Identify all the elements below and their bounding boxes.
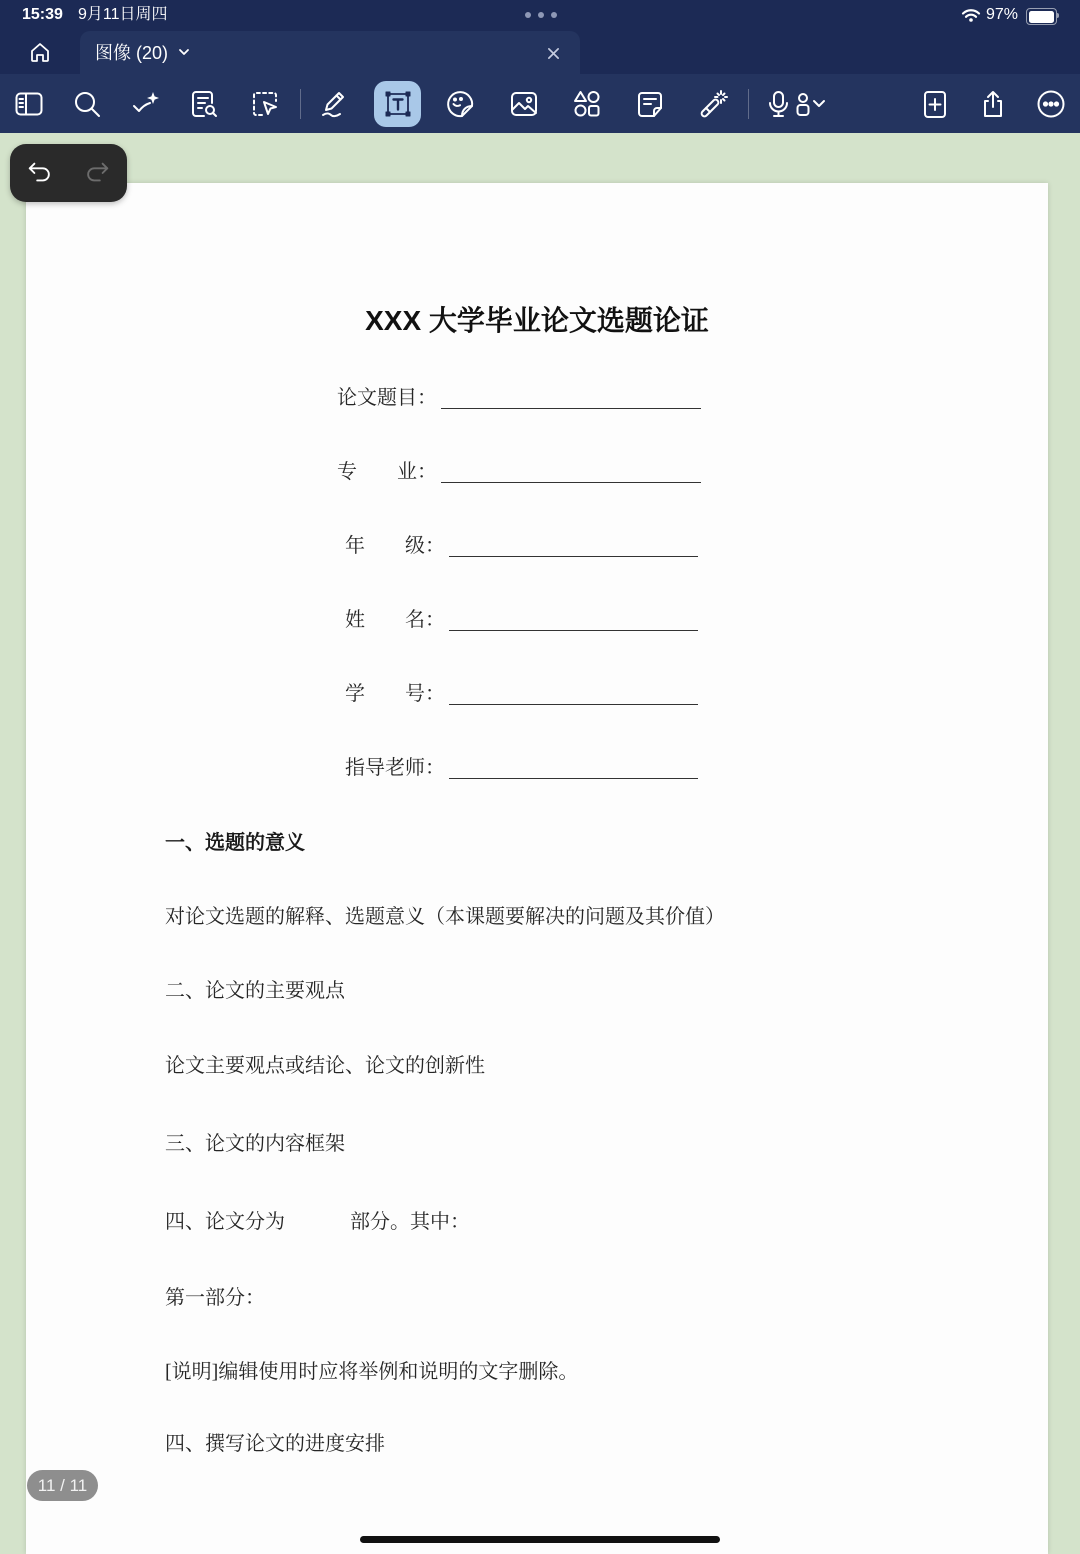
lasso-tool-button[interactable] <box>245 84 285 124</box>
section-heading: 一、选题的意义 <box>165 832 305 854</box>
section-text: 对论文选题的解释、选题意义（本课题要解决的问题及其价值） <box>165 906 725 928</box>
ai-sparkle-icon <box>131 89 161 119</box>
record-audio-button[interactable] <box>764 84 834 124</box>
form-field-label: 年 级： <box>345 535 445 557</box>
multitasking-dots-icon[interactable] <box>525 12 557 19</box>
section-heading: 二、论文的主要观点 <box>165 980 345 1002</box>
document-search-icon <box>189 89 219 119</box>
section-heading-continuation: 部分。其中： <box>350 1211 470 1233</box>
more-icon <box>1036 89 1066 119</box>
sticker-icon[interactable] <box>440 84 480 124</box>
home-icon <box>28 40 52 69</box>
person-badge-icon <box>794 89 812 119</box>
undo-button[interactable] <box>25 158 55 188</box>
lasso-select-icon <box>250 89 280 119</box>
laser-pointer-icon[interactable] <box>693 84 733 124</box>
form-field-blank-line <box>441 482 701 483</box>
ai-assist-button[interactable] <box>126 84 166 124</box>
search-button[interactable] <box>67 84 107 124</box>
document-tab[interactable] <box>80 31 580 74</box>
document-page[interactable] <box>26 183 1048 1554</box>
image-icon[interactable] <box>504 84 544 124</box>
add-page-button[interactable] <box>915 84 955 124</box>
form-field-label: 专 业： <box>337 461 437 483</box>
top-bar <box>0 0 1080 74</box>
form-field-blank-line <box>449 630 698 631</box>
battery-nub <box>1057 13 1059 18</box>
add-page-icon <box>920 89 950 119</box>
undo-icon <box>26 159 54 187</box>
toolbar-divider <box>300 89 301 119</box>
status-date: 9月11日周四 <box>78 6 168 23</box>
form-field-blank-line <box>449 556 698 557</box>
section-heading: 四、论文分为 <box>165 1211 285 1233</box>
more-button[interactable] <box>1031 84 1071 124</box>
undo-redo-panel <box>10 144 127 202</box>
wifi-icon <box>961 7 981 23</box>
battery-icon <box>1026 8 1057 25</box>
shapes-icon[interactable] <box>567 84 607 124</box>
microphone-icon <box>764 89 794 119</box>
document-title: XXX 大学毕业论文选题论证 <box>365 305 709 336</box>
chevron-down-icon[interactable] <box>177 45 191 59</box>
toolbar-divider <box>748 89 749 119</box>
status-time: 15:39 <box>22 6 63 23</box>
form-field-label: 学 号： <box>345 683 445 705</box>
pen-icon[interactable] <box>314 84 354 124</box>
form-field-blank-line <box>441 408 701 409</box>
battery-fill <box>1029 11 1054 23</box>
home-button[interactable] <box>27 41 53 67</box>
close-icon <box>547 47 560 60</box>
text-tool-icon[interactable] <box>374 81 421 127</box>
section-heading: 三、论文的内容框架 <box>165 1133 345 1155</box>
page-indicator[interactable]: 11 / 11 <box>27 1470 98 1501</box>
redo-icon <box>83 159 111 187</box>
battery-percentage: 97% <box>986 6 1019 23</box>
form-field-blank-line <box>449 704 698 705</box>
home-indicator[interactable] <box>360 1536 720 1543</box>
sticky-note-icon[interactable] <box>630 84 670 124</box>
tab-title: 图像 (20) <box>95 43 169 63</box>
form-field-label: 论文题目： <box>337 387 437 409</box>
redo-button[interactable] <box>82 158 112 188</box>
share-icon <box>978 89 1008 119</box>
tab-close-button[interactable] <box>544 44 562 62</box>
section-note: [说明]编辑使用时应将举例和说明的文字删除。 <box>165 1361 579 1383</box>
section-text: 第一部分： <box>165 1287 265 1309</box>
section-text: 论文主要观点或结论、论文的创新性 <box>165 1055 485 1077</box>
section-heading: 四、撰写论文的进度安排 <box>165 1433 385 1455</box>
search-icon <box>72 89 102 119</box>
chevron-down-icon <box>812 89 826 119</box>
share-button[interactable] <box>973 84 1013 124</box>
form-field-label: 指导老师： <box>345 757 445 779</box>
toolbar <box>0 74 1080 133</box>
document-search-button[interactable] <box>184 84 224 124</box>
sidebar-button[interactable] <box>9 84 49 124</box>
form-field-blank-line <box>449 778 698 779</box>
sidebar-icon <box>14 89 44 119</box>
form-field-label: 姓 名： <box>345 609 445 631</box>
